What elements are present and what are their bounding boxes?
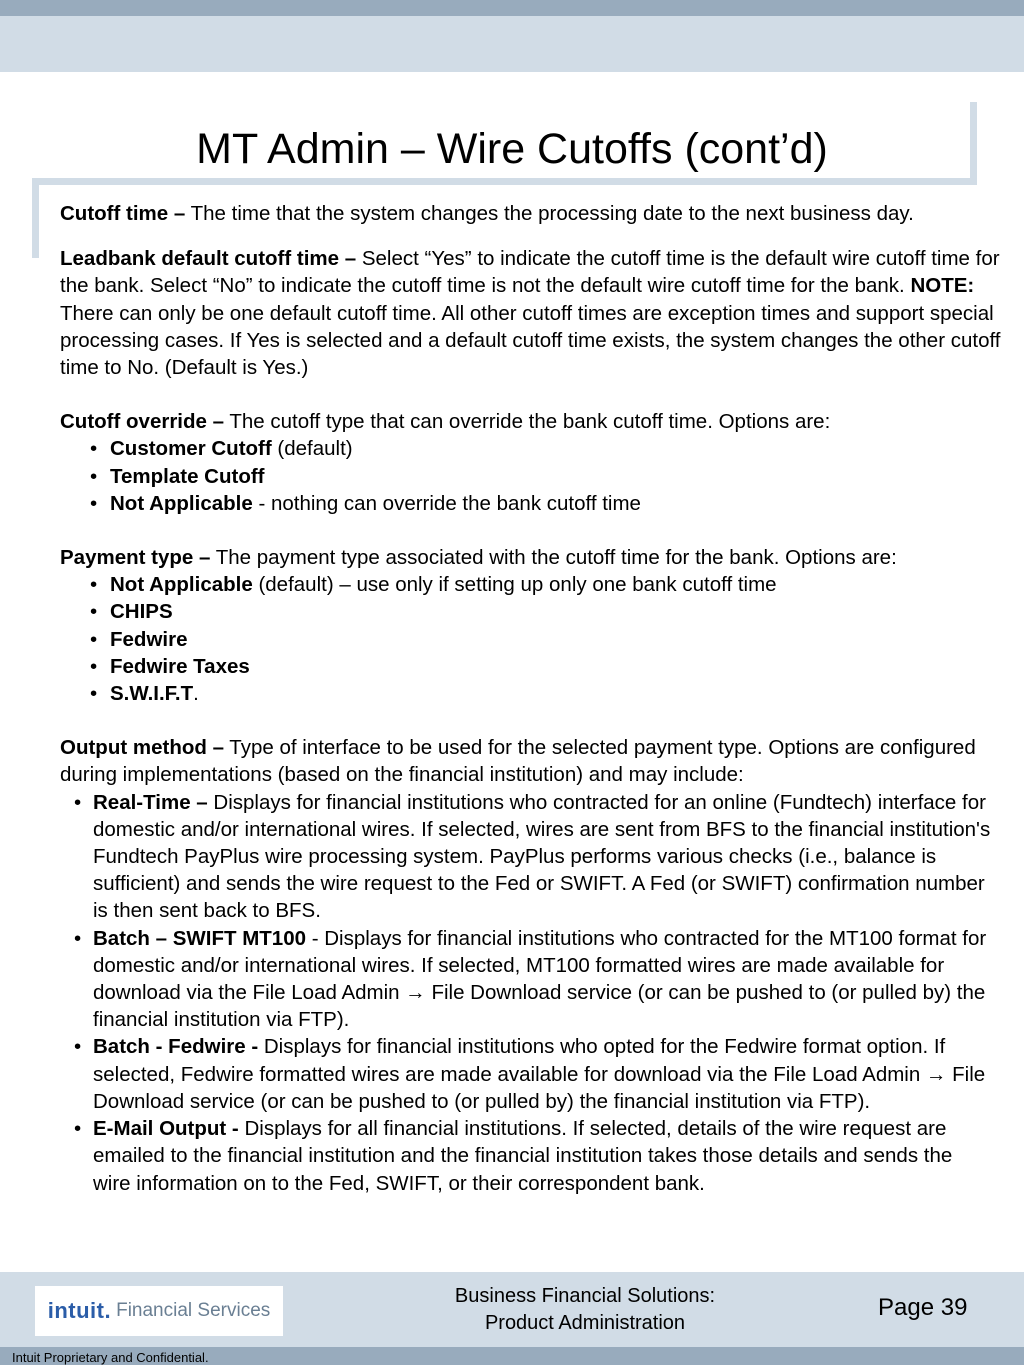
bullet: • [90, 627, 98, 651]
list-item [60, 1033, 1015, 1115]
bullet: • [90, 464, 98, 488]
content-body [60, 200, 1015, 1197]
list-item [60, 680, 1015, 707]
bullet: • [90, 654, 98, 678]
option-name: Template Cutoff [110, 464, 265, 488]
option-name: S.W.I.F.T [110, 682, 194, 706]
bullet: • [74, 926, 82, 950]
option-name: E-Mail Output - [93, 1117, 239, 1141]
option-desc: . [193, 682, 199, 706]
list-item [60, 789, 1015, 925]
footer-caption-line-2: Product Administration [484, 1312, 686, 1334]
option-desc: (default) – use only if setting up only one bank cutoff time [252, 573, 777, 597]
leadbank-paragraph [60, 245, 1015, 381]
leadbank-text-1: Select “Yes” to indicate the cutoff time is the default wire cutoff time for the bank. Select “No” to indicate the cutoff time is not the default wire cutoff time for the bank. [60, 247, 1000, 298]
option-desc: - Displays for financial institutions who contracted for the MT100 format for domestic and/or international wires. If selected, MT100 formatted wires are made available for download via the File Load Admin → File Download service (or can be pushed to (or pulled by) the financial institution via FTP). [93, 926, 987, 1032]
option-name: Batch – SWIFT MT100 [93, 926, 307, 950]
bullet: • [74, 790, 82, 814]
bullet: • [90, 682, 98, 706]
bullet: • [90, 437, 98, 461]
cutoff-override-text: The cutoff type that can override the bank cutoff time. Options are: [224, 410, 831, 434]
list-item [60, 626, 1015, 653]
logo-subtitle: Financial Services [116, 1300, 271, 1321]
option-name: Not Applicable [110, 573, 253, 597]
title-frame-bottom [32, 178, 977, 185]
list-item [60, 598, 1015, 625]
payment-type-text: The payment type associated with the cutoff time for the bank. Options are: [210, 546, 897, 570]
note-label: NOTE: [910, 274, 975, 298]
bullet: • [90, 600, 98, 624]
bullet: • [90, 573, 98, 597]
option-name: Fedwire [110, 627, 188, 651]
footer-caption-line-1: Business Financial Solutions: [454, 1285, 716, 1307]
output-method-term: Output method – [60, 736, 224, 760]
option-desc: - nothing can override the bank cutoff time [252, 491, 641, 515]
option-desc: Displays for financial institutions who opted for the Fedwire format option. If selected, Fedwire formatted wires are made available for download via the File Load Admin → File Download service (or can be pushed to (or pulled by) the financial institution via FTP). [93, 1035, 986, 1113]
list-item [60, 463, 1015, 490]
title-frame-left [32, 178, 39, 258]
option-desc: Displays for financial institutions who contracted for an online (Fundtech) interface for domestic and/or international wires. If selected, wires are sent from BFS to the financial institution's Fundtech PayPlus wire processing system. PayPlus performs various checks (i.e., balance is sufficient) and sends the wire request to the Fed or SWIFT. A Fed (or SWIFT) confirmation number is then sent back to BFS. [93, 790, 991, 923]
list-item [60, 571, 1015, 598]
bullet: • [74, 1117, 82, 1141]
page-title: MT Admin – Wire Cutoffs (cont’d) [196, 125, 828, 173]
option-desc: Displays for all financial institutions. If selected, details of the wire request are emailed to the financial institution and the financial institution takes those details and sends the wire information on to the Fed, SWIFT, or their correspondent bank. [93, 1117, 953, 1195]
list-item [60, 490, 1015, 517]
list-item [60, 435, 1015, 462]
option-name: Batch - Fedwire - [93, 1035, 259, 1059]
list-item [60, 925, 1015, 1034]
confidential-notice: Intuit Proprietary and Confidential. [12, 1350, 209, 1365]
cutoff-override-term: Cutoff override – [60, 410, 225, 434]
option-name: CHIPS [110, 600, 173, 624]
output-method-options [60, 789, 1015, 1197]
option-name: Customer Cutoff [110, 437, 272, 461]
cutoff-override-paragraph [60, 408, 1015, 435]
cutoff-time-term: Cutoff time – [60, 202, 186, 225]
payment-type-options [60, 571, 1015, 707]
footer-caption [420, 1283, 750, 1337]
leadbank-text-2: There can only be one default cutoff time. All other cutoff times are exception times and support special processing cases. If Yes is selected and a default cutoff time exists, the system changes the other cutoff time to No. (Default is Yes.) [60, 301, 1001, 380]
option-name: Not Applicable [110, 491, 253, 515]
payment-type-paragraph [60, 544, 1015, 571]
output-method-text: Type of interface to be used for the selected payment type. Options are configured during implementations (based on the financial institution) and may include: [60, 736, 976, 787]
payment-type-term: Payment type – [60, 546, 211, 570]
leadbank-term: Leadbank default cutoff time – [60, 247, 357, 271]
cutoff-time-text: The time that the system changes the processing date to the next business day. [185, 202, 914, 225]
option-desc: (default) [271, 437, 353, 461]
list-item [60, 1115, 1015, 1197]
header-band-light [0, 16, 1024, 72]
list-item [60, 653, 1015, 680]
page-number: Page 39 [878, 1294, 968, 1321]
logo-wordmark: intuit. [47, 1298, 112, 1323]
output-method-paragraph [60, 734, 1015, 788]
intuit-logo [35, 1286, 283, 1336]
cutoff-time-paragraph [60, 200, 1015, 227]
option-name: Real-Time – [93, 790, 208, 814]
cutoff-override-options [60, 435, 1015, 517]
option-name: Fedwire Taxes [110, 654, 250, 678]
bullet: • [90, 491, 98, 515]
bullet: • [74, 1035, 82, 1059]
header-band-dark [0, 0, 1024, 16]
